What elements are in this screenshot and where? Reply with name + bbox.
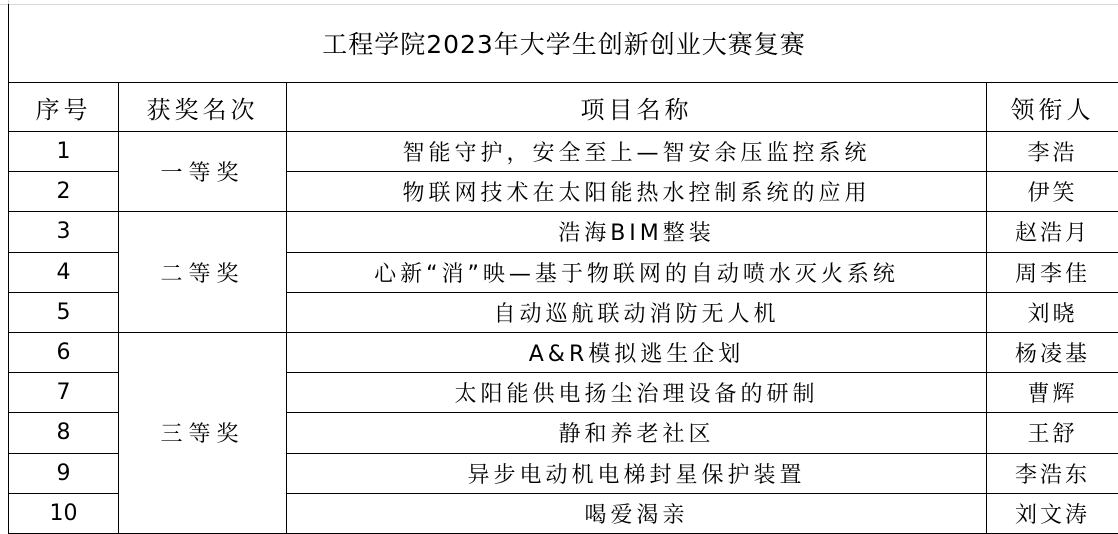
cell-project[interactable]: 静和养老社区 xyxy=(287,413,987,453)
cell-project[interactable]: 智能守护，安全至上—智安余压监控系统 xyxy=(287,132,987,172)
cell-leader[interactable]: 周李佳 xyxy=(987,252,1118,292)
cell-leader[interactable]: 曹辉 xyxy=(987,373,1118,413)
cell-no[interactable]: 3 xyxy=(9,212,119,252)
table-row xyxy=(9,332,1118,372)
cell-leader[interactable]: 伊笑 xyxy=(987,172,1118,212)
cell-leader[interactable]: 王舒 xyxy=(987,413,1118,453)
cell-award-first[interactable]: 一等奖 xyxy=(119,132,287,212)
cell-leader[interactable]: 李浩 xyxy=(987,132,1118,172)
cell-project[interactable]: 心新“消”映—基于物联网的自动喷水灭火系统 xyxy=(287,252,987,292)
cell-leader[interactable]: 李浩东 xyxy=(987,453,1118,493)
table-row xyxy=(9,132,1118,172)
cell-no[interactable]: 5 xyxy=(9,292,119,332)
header-award[interactable]: 获奖名次 xyxy=(119,83,287,132)
cell-award-second[interactable]: 二等奖 xyxy=(119,212,287,333)
header-leader[interactable]: 领衔人 xyxy=(987,83,1118,132)
cell-no[interactable]: 2 xyxy=(9,172,119,212)
header-row xyxy=(9,83,1118,132)
cell-no[interactable]: 4 xyxy=(9,252,119,292)
cell-no[interactable]: 6 xyxy=(9,332,119,372)
cell-no[interactable]: 1 xyxy=(9,132,119,172)
cell-project[interactable]: A&R模拟逃生企划 xyxy=(287,332,987,372)
header-no[interactable]: 序号 xyxy=(9,83,119,132)
cell-no[interactable]: 8 xyxy=(9,413,119,453)
cell-project[interactable]: 异步电动机电梯封星保护装置 xyxy=(287,453,987,493)
cell-no[interactable]: 9 xyxy=(9,453,119,493)
cell-leader[interactable]: 刘文涛 xyxy=(987,493,1118,533)
cell-leader[interactable]: 赵浩月 xyxy=(987,212,1118,252)
awards-table xyxy=(8,82,1118,534)
sheet-title[interactable]: 工程学院2023年大学生创新创业大赛复赛 xyxy=(8,4,1118,82)
cell-project[interactable]: 喝爱渴亲 xyxy=(287,493,987,533)
cell-project[interactable]: 物联网技术在太阳能热水控制系统的应用 xyxy=(287,172,987,212)
cell-no[interactable]: 10 xyxy=(9,493,119,533)
cell-leader[interactable]: 杨凌基 xyxy=(987,332,1118,372)
cell-project[interactable]: 自动巡航联动消防无人机 xyxy=(287,292,987,332)
cell-no[interactable]: 7 xyxy=(9,373,119,413)
cell-project[interactable]: 太阳能供电扬尘治理设备的研制 xyxy=(287,373,987,413)
cell-award-third[interactable]: 三等奖 xyxy=(119,332,287,533)
cell-project[interactable]: 浩海BIM整装 xyxy=(287,212,987,252)
header-project[interactable]: 项目名称 xyxy=(287,83,987,132)
table-row xyxy=(9,212,1118,252)
cell-leader[interactable]: 刘晓 xyxy=(987,292,1118,332)
